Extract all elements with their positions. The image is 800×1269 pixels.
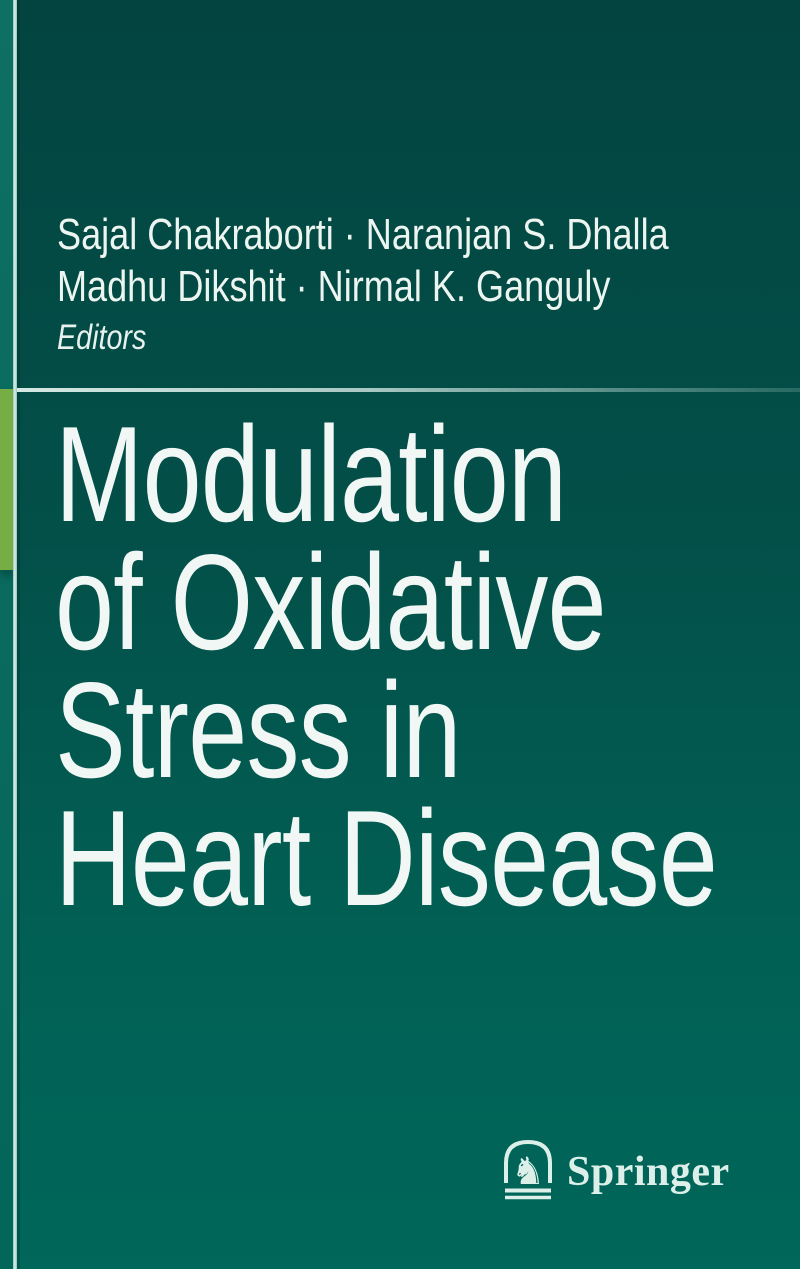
editors-label: Editors bbox=[57, 318, 147, 357]
editors-label-wrap bbox=[57, 317, 166, 359]
title-line-3: Stress in bbox=[55, 654, 461, 806]
springer-knight-icon bbox=[502, 1137, 554, 1201]
title-line-1: Modulation bbox=[55, 398, 567, 550]
publisher-logo bbox=[502, 1137, 730, 1201]
title-line-2: of Oxidative bbox=[55, 526, 606, 678]
publisher-wordmark: Springer bbox=[567, 1149, 730, 1195]
author-line-1: Sajal Chakraborti · Naranjan S. Dhalla bbox=[57, 210, 669, 259]
spine-band bbox=[0, 0, 13, 1269]
accent-green-block bbox=[0, 389, 13, 570]
horizontal-rule bbox=[17, 388, 800, 392]
title-line-4: Heart Disease bbox=[55, 782, 717, 934]
svg-text:♞: ♞ bbox=[510, 1149, 546, 1193]
vertical-line-shadow bbox=[17, 0, 20, 1269]
book-title bbox=[55, 398, 800, 934]
authors-block bbox=[57, 209, 800, 313]
author-line-2: Madhu Dikshit · Nirmal K. Ganguly bbox=[57, 262, 611, 311]
